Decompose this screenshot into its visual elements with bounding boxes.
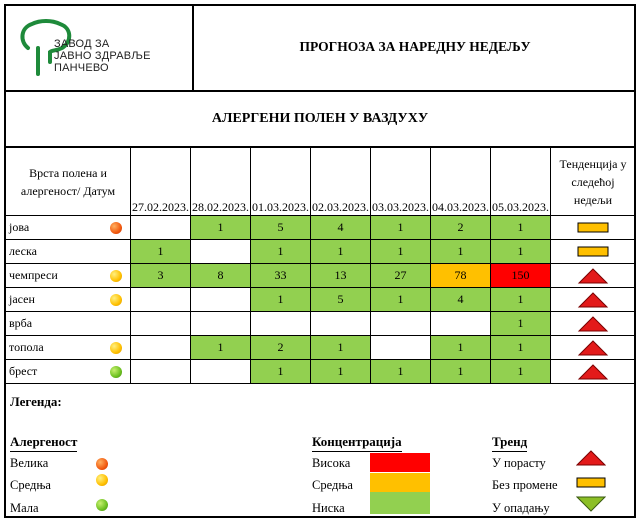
trend-up-icon xyxy=(576,450,606,466)
trend-cell xyxy=(551,216,636,240)
value-cell xyxy=(131,360,191,384)
value-cell: 5 xyxy=(311,288,371,312)
low-allergenicity-dot-icon xyxy=(110,366,122,378)
value-cell: 8 xyxy=(191,264,251,288)
date-header: 02.03.2023. xyxy=(311,148,371,216)
value-cell: 1 xyxy=(311,360,371,384)
value-cell xyxy=(311,312,371,336)
legend xyxy=(4,388,636,518)
value-cell xyxy=(431,312,491,336)
species-name: јасен xyxy=(9,292,35,306)
value-cell: 1 xyxy=(491,336,551,360)
legend-concentration-medium: Средња xyxy=(312,478,353,492)
trend-up-icon xyxy=(576,315,610,333)
trend-column-header: Тенденција у следећој недељи xyxy=(551,148,636,216)
species-name: брест xyxy=(9,364,38,378)
value-cell xyxy=(251,312,311,336)
value-cell: 150 xyxy=(491,264,551,288)
value-cell: 1 xyxy=(491,312,551,336)
value-cell: 1 xyxy=(371,288,431,312)
trend-up-icon xyxy=(576,339,610,357)
value-cell: 4 xyxy=(311,216,371,240)
trend-up-icon xyxy=(576,363,610,381)
value-cell: 1 xyxy=(371,360,431,384)
species-cell xyxy=(6,240,131,264)
logo-text xyxy=(54,38,151,74)
medium-allergenicity-dot-icon xyxy=(96,474,108,486)
table-row xyxy=(6,264,636,288)
value-cell: 78 xyxy=(431,264,491,288)
species-name: леска xyxy=(9,244,37,258)
value-cell: 13 xyxy=(311,264,371,288)
value-cell: 27 xyxy=(371,264,431,288)
trend-down-icon xyxy=(576,496,606,512)
value-cell: 1 xyxy=(431,336,491,360)
table-row xyxy=(6,360,636,384)
species-name: врба xyxy=(9,316,33,330)
section-title: АЛЕРГЕНИ ПОЛЕН У ВАЗДУХУ xyxy=(4,92,636,148)
value-cell xyxy=(131,312,191,336)
species-cell xyxy=(6,312,131,336)
table-row xyxy=(6,336,636,360)
header xyxy=(4,4,636,92)
table-row xyxy=(6,216,636,240)
high-allergenicity-dot-icon xyxy=(96,458,108,470)
value-cell: 1 xyxy=(431,360,491,384)
trend-cell xyxy=(551,312,636,336)
value-cell: 1 xyxy=(311,240,371,264)
value-cell xyxy=(191,312,251,336)
table-row xyxy=(6,312,636,336)
value-cell: 1 xyxy=(251,240,311,264)
value-cell xyxy=(131,216,191,240)
trend-cell xyxy=(551,336,636,360)
species-cell xyxy=(6,264,131,288)
trend-cell xyxy=(551,240,636,264)
species-cell xyxy=(6,216,131,240)
trend-legend-title: Тренд xyxy=(492,434,528,449)
species-cell xyxy=(6,336,131,360)
value-cell: 1 xyxy=(491,216,551,240)
legend-title: Легенда: xyxy=(10,394,62,409)
value-cell: 1 xyxy=(251,288,311,312)
pollen-table xyxy=(5,147,636,384)
logo-line-3: ПАНЧЕВО xyxy=(54,62,109,74)
value-cell: 33 xyxy=(251,264,311,288)
date-header: 05.03.2023. xyxy=(491,148,551,216)
high-concentration-swatch xyxy=(370,453,430,472)
value-cell: 1 xyxy=(491,360,551,384)
date-header: 01.03.2023. xyxy=(251,148,311,216)
legend-trend-flat: Без промене xyxy=(492,478,558,492)
logo-line-2: ЈАВНО ЗДРАВЉЕ xyxy=(54,50,151,62)
high-allergenicity-dot-icon xyxy=(110,222,122,234)
table-row xyxy=(6,240,636,264)
low-allergenicity-dot-icon xyxy=(96,499,108,511)
logo-line-1: ЗАВОД ЗА xyxy=(54,38,110,50)
value-cell: 1 xyxy=(371,216,431,240)
date-header: 27.02.2023. xyxy=(131,148,191,216)
legend-trend-up: У порасту xyxy=(492,456,546,470)
low-concentration-swatch xyxy=(370,492,430,514)
date-header: 03.03.2023. xyxy=(371,148,431,216)
value-cell: 5 xyxy=(251,216,311,240)
institute-logo xyxy=(4,4,194,90)
species-column-header: Врста полена и алергеност/ Датум xyxy=(6,148,131,216)
allergenicity-legend-title: Алергеност xyxy=(10,434,78,449)
value-cell xyxy=(191,360,251,384)
value-cell: 1 xyxy=(431,240,491,264)
trend-up-icon xyxy=(576,267,610,285)
value-cell: 1 xyxy=(371,240,431,264)
trend-no-change-icon xyxy=(576,243,610,261)
legend-trend-down: У опадању xyxy=(492,501,550,515)
trend-up-icon xyxy=(576,291,610,309)
value-cell xyxy=(371,312,431,336)
medium-concentration-swatch xyxy=(370,473,430,492)
value-cell: 1 xyxy=(191,216,251,240)
table-row xyxy=(6,288,636,312)
value-cell: 1 xyxy=(311,336,371,360)
trend-cell xyxy=(551,288,636,312)
value-cell: 1 xyxy=(191,336,251,360)
value-cell: 1 xyxy=(131,240,191,264)
value-cell: 1 xyxy=(251,360,311,384)
species-name: топола xyxy=(9,340,44,354)
species-cell xyxy=(6,288,131,312)
species-name: јова xyxy=(9,220,30,234)
species-cell xyxy=(6,360,131,384)
value-cell: 2 xyxy=(431,216,491,240)
value-cell: 4 xyxy=(431,288,491,312)
value-cell: 2 xyxy=(251,336,311,360)
date-header: 04.03.2023. xyxy=(431,148,491,216)
value-cell xyxy=(191,240,251,264)
medium-allergenicity-dot-icon xyxy=(110,270,122,282)
value-cell xyxy=(131,288,191,312)
value-cell: 3 xyxy=(131,264,191,288)
trend-cell xyxy=(551,264,636,288)
table-body xyxy=(6,216,636,384)
legend-allergenicity-low: Мала xyxy=(10,501,39,515)
legend-concentration-high: Висока xyxy=(312,456,351,470)
legend-concentration-low: Ниска xyxy=(312,501,345,515)
medium-allergenicity-dot-icon xyxy=(110,342,122,354)
legend-allergenicity-high: Велика xyxy=(10,456,49,470)
concentration-legend-title: Концентрација xyxy=(312,434,402,449)
value-cell xyxy=(131,336,191,360)
value-cell xyxy=(371,336,431,360)
table-header-row xyxy=(6,148,636,216)
trend-no-change-icon xyxy=(576,476,606,490)
species-name: чемпреси xyxy=(9,268,58,282)
value-cell: 1 xyxy=(491,288,551,312)
page-title: ПРОГНОЗА ЗА НАРЕДНУ НЕДЕЉУ xyxy=(299,39,531,54)
trend-cell xyxy=(551,360,636,384)
trend-no-change-icon xyxy=(576,219,610,237)
medium-allergenicity-dot-icon xyxy=(110,294,122,306)
legend-allergenicity-medium: Средња xyxy=(10,478,51,492)
value-cell xyxy=(191,288,251,312)
value-cell: 1 xyxy=(491,240,551,264)
date-header: 28.02.2023. xyxy=(191,148,251,216)
